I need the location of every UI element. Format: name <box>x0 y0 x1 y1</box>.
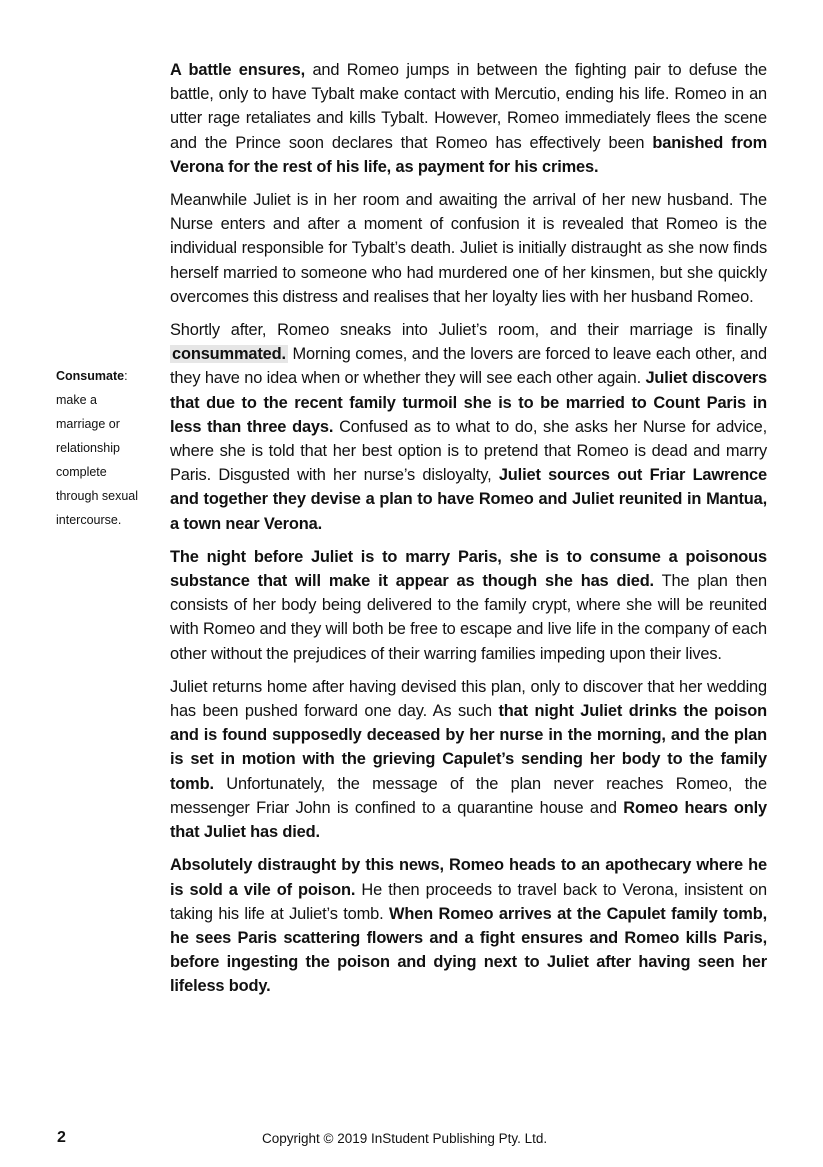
bold-phrase: Juliet sources out Friar Lawrence and together they devise a plan to have Romeo and Juliet reunited in Mantua, a town near Verona. <box>170 466 767 533</box>
paragraph-juliet-room <box>170 188 767 309</box>
glossary-term: Consumate <box>56 369 125 383</box>
bold-phrase: Romeo hears only that Juliet has died. <box>170 798 767 842</box>
text-run: He then proceeds to travel back to Verona, insistent on taking his life at Juliet’s tomb. <box>170 880 767 923</box>
glossary-definition-line: through sexual <box>56 489 139 503</box>
glossary-definition-line: relationship <box>56 441 120 455</box>
bold-phrase: banished from Verona for the rest of his life, as payment for his crimes. <box>170 133 767 176</box>
page-number: 2 <box>57 1129 66 1146</box>
bold-phrase: When Romeo arrives at the Capulet family tomb, he sees Paris scattering flowers and a fight ensures and Romeo kills Paris, before ingesting the poison and dying next to Juliet after having seen her lifeless body. <box>170 904 767 996</box>
paragraph-poison <box>170 675 767 844</box>
glossary-term-line <box>56 364 156 388</box>
paragraph-battle <box>170 58 767 179</box>
text-run: and Romeo jumps in between the fighting pair to defuse the battle, only to have Tybalt make contact with Mercutio, ending his life. Romeo in an utter rage retaliates and kills Tybalt. However, Romeo immediately flees the scene and the Prince soon declares that Romeo has effectively been <box>170 61 768 152</box>
bold-phrase: Juliet discovers that due to the recent family turmoil she is to be married to Count Paris in less than three days. <box>170 369 767 436</box>
glossary-sidenote <box>56 364 156 532</box>
glossary-colon: : <box>124 369 128 383</box>
glossary-definition-line: marriage or <box>56 417 120 431</box>
glossary-definition-line: complete <box>56 465 107 479</box>
main-text-column <box>170 58 767 1008</box>
text-run: The plan then consists of her body being delivered to the family crypt, where she will be reunited with Romeo and they will both be free to escape and live life in the company of each other without the prejudices of their warring families impeding upon their lives. <box>170 572 767 663</box>
copyright-notice: Copyright © 2019 InStudent Publishing Pty. Ltd. <box>262 1131 548 1146</box>
paragraph-plan <box>170 545 767 666</box>
highlighted-glossary-term: consummated. <box>172 345 286 364</box>
text-run: Juliet returns home after having devised this plan, only to discover that her wedding has been pushed forward one day. As such <box>170 677 767 721</box>
glossary-definition-line: make a <box>56 393 97 407</box>
bold-phrase: Absolutely distraught by this news, Romeo heads to an apothecary where he is sold a vile of poison. <box>170 856 767 899</box>
bold-phrase: that night Juliet drinks the poison and is found supposedly deceased by her nurse in the morning, and the plan is set in motion with the grieving Capulet’s sending her body to the family tomb. <box>170 702 767 793</box>
text-run: Meanwhile Juliet is in her room and awaiting the arrival of her new husband. The Nurse enters and after a moment of confusion it is revealed that Romeo is the individual responsible for Tybalt’s death. Juliet is initially distraught as she now finds herself married to someone who had murdered one of her kinsmen, but she quickly overcomes this distress and realises that her loyalty lies with her husband Romeo. <box>170 191 767 306</box>
paragraph-consummated <box>170 318 767 536</box>
paragraph-tomb <box>170 853 767 998</box>
text-run: Unfortunately, the message of the plan never reaches Romeo, the messenger Friar John is confined to a quarantine house and <box>170 774 767 817</box>
text-run: Confused as to what to do, she asks her Nurse for advice, where she is told that her best option is to pretend that Romeo is dead and marry Paris. Disgusted with her nurse’s disloyalty, <box>170 417 767 485</box>
glossary-definition-line: intercourse. <box>56 513 122 527</box>
text-run: Shortly after, Romeo sneaks into Juliet’s room, and their marriage is finally <box>170 321 767 340</box>
bold-phrase: The night before Juliet is to marry Paris, she is to consume a poisonous substance that will make it appear as though she has died. <box>170 547 767 591</box>
text-run: Morning comes, and the lovers are forced to leave each other, and they have no idea when or whether they will see each other again. <box>170 345 767 388</box>
bold-phrase: A battle ensures, <box>170 61 306 79</box>
